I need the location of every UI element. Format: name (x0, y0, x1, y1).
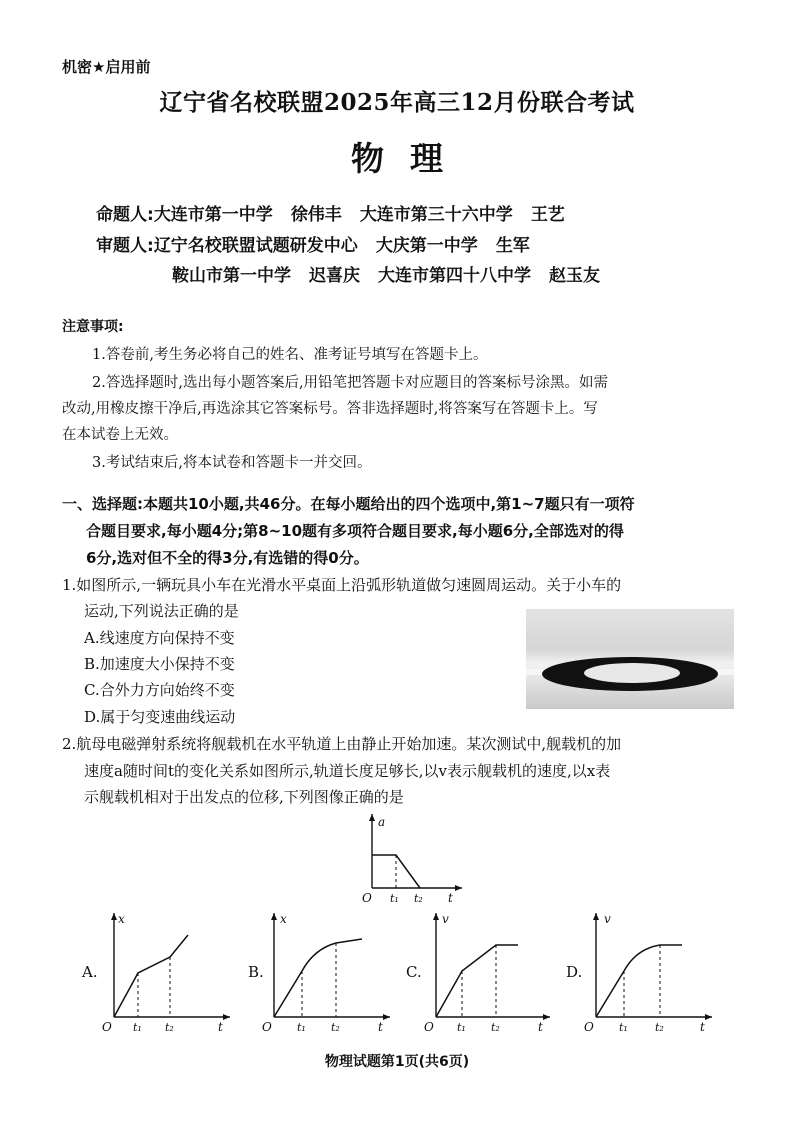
option-c-label: C. (406, 963, 422, 981)
option-d-graph (564, 905, 724, 1035)
t-axis-arrow (543, 1014, 550, 1020)
origin-label: O (102, 1020, 112, 1034)
subject-title: 物理 (351, 139, 469, 178)
t2-label: t₂ (414, 892, 423, 905)
t-axis-label: t (538, 1020, 543, 1034)
option-b-label: B. (248, 963, 264, 981)
t-axis-label: t (378, 1020, 383, 1034)
t-axis-label: t (218, 1020, 223, 1034)
section-heading-cont: 合题目要求,每小题4分;第8~10题有多项符合题目要求,每小题6分,全部选对的得 (86, 522, 624, 540)
t-axis-label: t (700, 1020, 705, 1034)
toy-car-track-photo (526, 609, 734, 709)
origin-label: O (362, 891, 372, 905)
t2-label: t₂ (331, 1021, 340, 1034)
confidential-mark: 机密★启用前 (62, 58, 151, 76)
notice-item-3: 3.考试结束后,将本试卷和答题卡一并交回。 (92, 455, 372, 471)
t1-label: t₁ (297, 1021, 306, 1034)
q1-stem: 1.如图所示,一辆玩具小车在光滑水平桌面上沿弧形轨道做匀速圆周运动。关于小车的 (62, 576, 622, 594)
origin-label: O (424, 1020, 434, 1034)
proposer-school: 大连市第一中学 (153, 205, 273, 225)
a-axis-label: a (378, 815, 386, 829)
t1-label: t₁ (390, 892, 399, 905)
option-d-label: D. (566, 963, 583, 981)
t-axis-arrow (705, 1014, 712, 1020)
y-axis-label: v (604, 912, 611, 926)
t-axis-arrow (383, 1014, 390, 1020)
reviewer-name: 迟喜庆 (309, 266, 360, 286)
proposer-line (96, 200, 565, 225)
option-a-label: A. (82, 963, 98, 981)
t2-label: t₂ (491, 1021, 500, 1034)
a-t-graph (350, 808, 470, 908)
reviewer-line-2 (172, 261, 600, 286)
x-t-curve (274, 939, 362, 1017)
y-axis-label: v (442, 912, 449, 926)
t2-label: t₂ (165, 1021, 174, 1034)
exam-title: 辽宁省名校联盟2025年高三12月份联合考试 (159, 89, 635, 116)
origin-label: O (262, 1020, 272, 1034)
reviewer-line (96, 231, 530, 256)
notice-item-2: 2.答选择题时,选出每小题答案后,用铅笔把答题卡对应题目的答案标号涂黑。如需 (92, 375, 609, 391)
q1-stem-cont: 运动,下列说法正确的是 (84, 602, 239, 620)
x-t-curve (114, 935, 188, 1017)
t1-label: t₁ (457, 1021, 466, 1034)
origin-label: O (584, 1020, 594, 1034)
t2-label: t₂ (655, 1021, 664, 1034)
section-heading-cont: 6分,选对但不全的得3分,有选错的得0分。 (86, 549, 369, 567)
v-t-curve (596, 945, 682, 1017)
q2-stem-cont: 速度a随时间t的变化关系如图所示,轨道长度足够长,以v表示舰载机的速度,以x表 (84, 762, 611, 780)
q1-option-c: C.合外力方向始终不变 (84, 681, 235, 699)
y-axis-label: x (118, 912, 125, 926)
section-heading: 一、选择题:本题共10小题,共46分。在每小题给出的四个选项中,第1~7题只有一项符 (62, 495, 635, 513)
v-axis-arrow (433, 913, 439, 920)
t1-label: t₁ (133, 1021, 142, 1034)
proposer-name: 徐伟丰 (290, 205, 342, 225)
q1-option-d: D.属于匀变速曲线运动 (84, 708, 236, 726)
proposer-name: 王艺 (530, 205, 565, 225)
t-axis-arrow (223, 1014, 230, 1020)
option-b-graph (244, 905, 404, 1035)
reviewer-school: 大庆第一中学 (375, 236, 478, 256)
t1-label: t₁ (619, 1021, 628, 1034)
option-c-graph (404, 905, 564, 1035)
v-axis-arrow (593, 913, 599, 920)
page-footer: 物理试题第1页(共6页) (324, 1054, 470, 1070)
reviewer-name: 赵玉友 (549, 266, 600, 286)
t-axis-label: t (448, 891, 453, 905)
reviewer-name: 生军 (495, 236, 530, 256)
q2-stem-cont: 示舰载机相对于出发点的位移,下列图像正确的是 (84, 788, 404, 806)
notice-item-2-cont: 在本试卷上无效。 (62, 427, 178, 443)
option-a-graph (78, 905, 238, 1035)
proposer-school: 大连市第三十六中学 (359, 205, 513, 225)
x-axis-arrow (111, 913, 117, 920)
y-axis-label: x (280, 912, 287, 926)
reviewer-school: 辽宁名校联盟试题研发中心 (153, 236, 358, 256)
q1-option-b: B.加速度大小保持不变 (84, 655, 235, 673)
reviewer-school: 大连市第四十八中学 (378, 266, 531, 286)
a-curve (372, 855, 420, 888)
q1-option-a: A.线速度方向保持不变 (84, 629, 235, 647)
notice-heading: 注意事项: (62, 319, 124, 335)
t-axis-arrow (455, 885, 462, 891)
proposer-label: 命题人: (96, 205, 154, 225)
a-axis-arrow (369, 814, 375, 821)
notice-item-2-cont: 改动,用橡皮擦干净后,再选涂其它答案标号。答非选择题时,将答案写在答题卡上。写 (62, 401, 598, 417)
reviewer-label: 审题人: (96, 236, 154, 256)
x-axis-arrow (271, 913, 277, 920)
q2-stem: 2.航母电磁弹射系统将舰载机在水平轨道上由静止开始加速。某次测试中,舰载机的加 (62, 735, 622, 753)
notice-item-1: 1.答卷前,考生务必将自己的姓名、准考证号填写在答题卡上。 (92, 347, 488, 363)
reviewer-school: 鞍山市第一中学 (172, 266, 291, 286)
v-t-curve (436, 945, 518, 1017)
